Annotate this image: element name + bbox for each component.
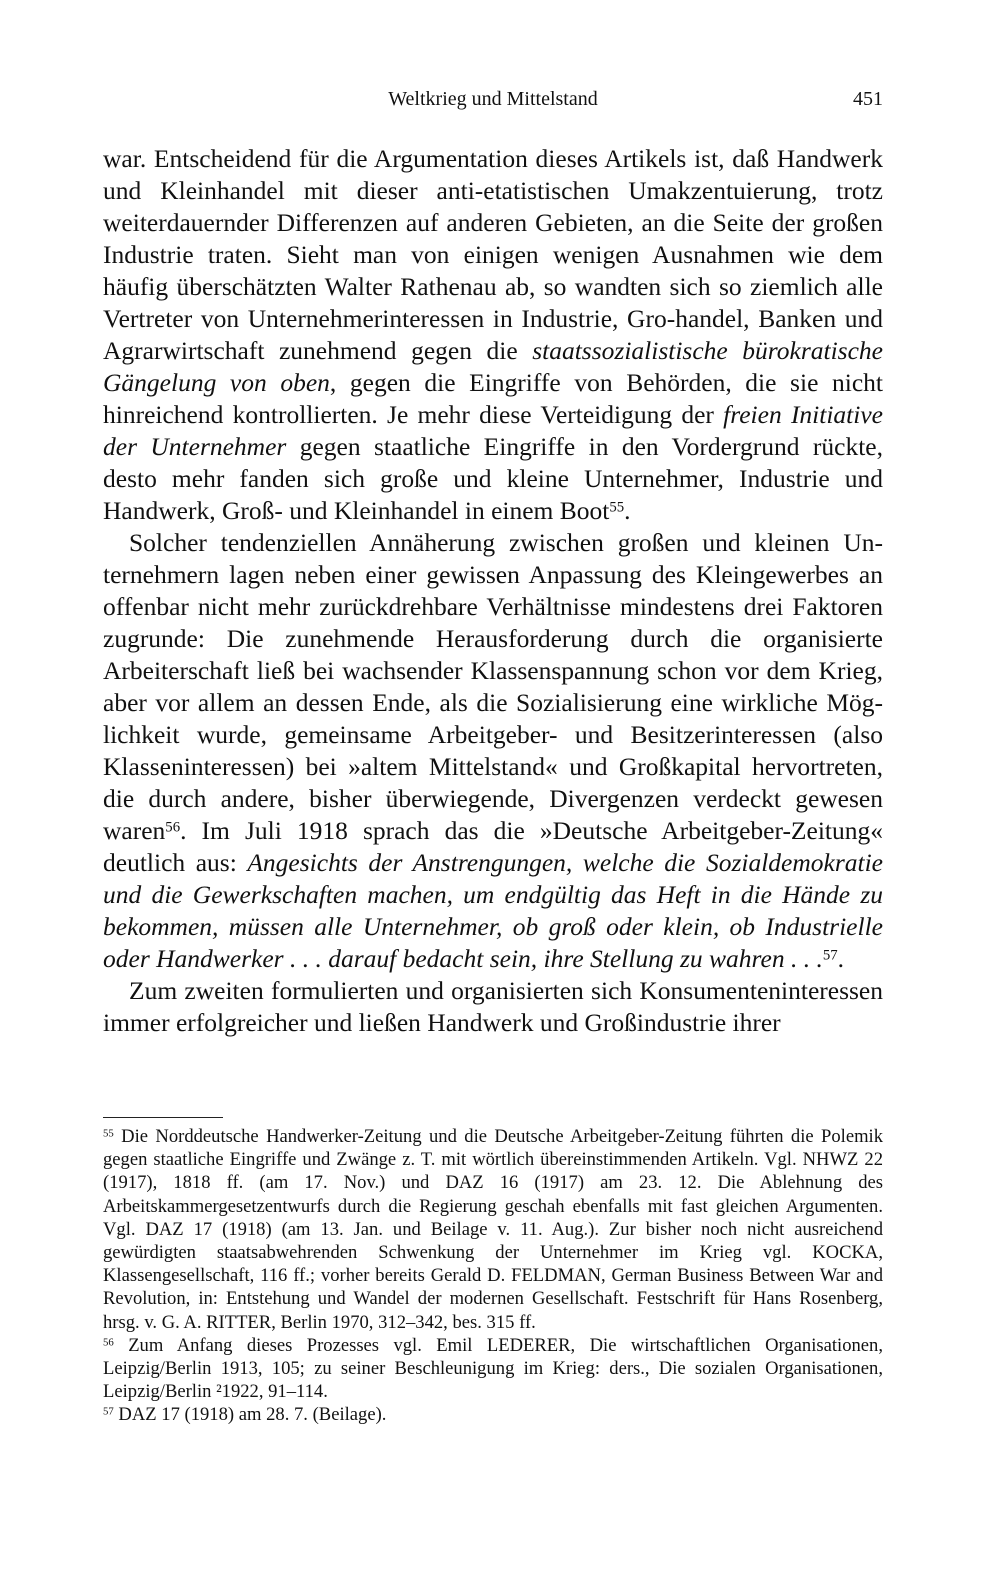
footnote-56 xyxy=(103,1334,883,1404)
running-title: Weltkrieg und Mittelstand xyxy=(388,88,598,110)
footnote-number: 55 xyxy=(103,1127,114,1140)
footnote-55 xyxy=(103,1125,883,1334)
text-run: . Im Juli 1918 sprach das die »Deutsche Arbeitgeber-Zeitung« deutlich aus: xyxy=(103,816,883,877)
footnote-57 xyxy=(103,1403,883,1426)
footnote-text: Zum Anfang dieses Prozesses vgl. Emil LEDERER, Die wirtschaftlichen Organisationen, Leipzig/Berlin 1913, 105; zu seiner Beschleunigung im Krieg: ders., Die sozialen Organisationen, Leipzig/Berlin ²1922, 91–114. xyxy=(103,1334,883,1403)
footnote-text: DAZ 17 (1918) am 28. 7. (Beilage). xyxy=(118,1404,387,1426)
footnote-text: Die Norddeutsche Handwerker-Zeitung und die Deutsche Arbeitgeber-Zeitung führten die Polemik gegen staatliche Eingriffe und Zwänge z. T. mit wörtlich übereinstimmenden Artikeln. Vgl. NHWZ 22 (1917), 1818 ff. (am 17. Nov.) und DAZ 16 (1917) am 23. 12. Die Ablehnung des Arbeitskammergesetzentwurfs durch die Regierung geschah ebenfalls mit fast gleichen Argumenten. Vgl. DAZ 17 (1918) (am 13. Jan. und Beilage v. 11. Aug.). Zur bisher noch nicht ausreichend gewürdigten staatsabwehrenden Schwenkung der Unternehmer im Krieg vgl. KOCKA, Klassengesellschaft, 116 ff.; vorher bereits Gerald D. FELDMAN, German Business Between War and Revolution, in: Entstehung und Wandel der modernen Gesellschaft. Festschrift für Hans Rosenberg, hrsg. v. G. A. RITTER, Berlin 1970, 312–342, bes. 315 ff. xyxy=(103,1126,883,1333)
running-header xyxy=(103,88,883,118)
footnotes xyxy=(103,1125,883,1427)
footnote-ref-56: 56 xyxy=(165,819,181,836)
text-run: . xyxy=(624,496,631,525)
paragraph-1 xyxy=(103,143,883,527)
italic-quote: Angesichts der Anstrengungen, welche die Sozialdemokratie und die Gewerkschaften machen, um endgültig das Heft in die Hände zu bekommen, müssen alle Unternehmer, ob groß oder klein, ob Industrielle oder Handwerker . . . darauf bedacht sein, ihre Stellung zu wahren . . . xyxy=(103,848,883,973)
page-number: 451 xyxy=(853,88,883,110)
footnote-number: 57 xyxy=(103,1406,114,1419)
main-text xyxy=(103,143,883,1039)
paragraph-3 xyxy=(103,975,883,1039)
footnote-ref-55: 55 xyxy=(609,499,625,516)
text-run: . xyxy=(837,944,844,973)
text-run: Zum zweiten formulierten und organisierten sich Konsumenteninteressen immer erfolgreicher und ließen Handwerk und Großindustrie ihrer xyxy=(103,976,883,1037)
footnote-number: 56 xyxy=(103,1336,114,1349)
footnote-ref-57: 57 xyxy=(822,947,838,964)
text-run: , gegen die Eingriffe von Behörden, die sie nicht hinreichend kontrollierten. Je mehr diese Verteidigung der xyxy=(103,368,883,429)
italic-quote: staatssozialistische bürokratische Gängelung von oben xyxy=(103,336,883,397)
paragraph-2 xyxy=(103,527,883,975)
italic-quote: freien Initiative der Unternehmer xyxy=(103,400,883,461)
footnote-separator xyxy=(103,1117,223,1118)
text-run: war. Entscheidend für die Argumentation dieses Artikels ist, daß Handwerk und Kleinhandel mit dieser anti-etatistischen Umakzentuierung, trotz weiterdauernder Differenzen auf anderen Gebieten, an die Seite der großen Industrie traten. Sieht man von einigen wenigen Ausnahmen wie dem häufig überschätzten Walter Rathenau ab, so wandten sich so ziemlich alle Vertreter von Unternehmerinteressen in Industrie, Gro-handel, Banken und Agrarwirtschaft zunehmend gegen die xyxy=(103,144,883,365)
text-run: gegen staatliche Eingriffe in den Vordergrund rückte, desto mehr fanden sich große und kleine Unternehmer, Industrie und Handwerk, Groß- und Kleinhandel in einem Boot xyxy=(103,432,883,525)
text-run: Solcher tendenziellen Annäherung zwischen großen und kleinen Unternehmern lagen neben einer gewissen Anpassung des Kleingewerbes an offenbar nicht mehr zurückdrehbare Verhältnisse mindestens drei Faktoren zugrunde: Die zunehmende Herausforderung durch die organisierte Arbeiterschaft ließ bei wachsender Klassenspannung schon vor dem Krieg, aber vor allem an dessen Ende, als die Sozialisierung eine wirkliche Möglichkeit wurde, gemeinsame Arbeitgeber- und Besitzerinteressen (also Klasseninteressen) bei »altem Mittelstand« und Großkapital hervortreten, die durch andere, bisher überwiegende, Divergenzen verdeckt gewesen waren xyxy=(103,528,883,845)
